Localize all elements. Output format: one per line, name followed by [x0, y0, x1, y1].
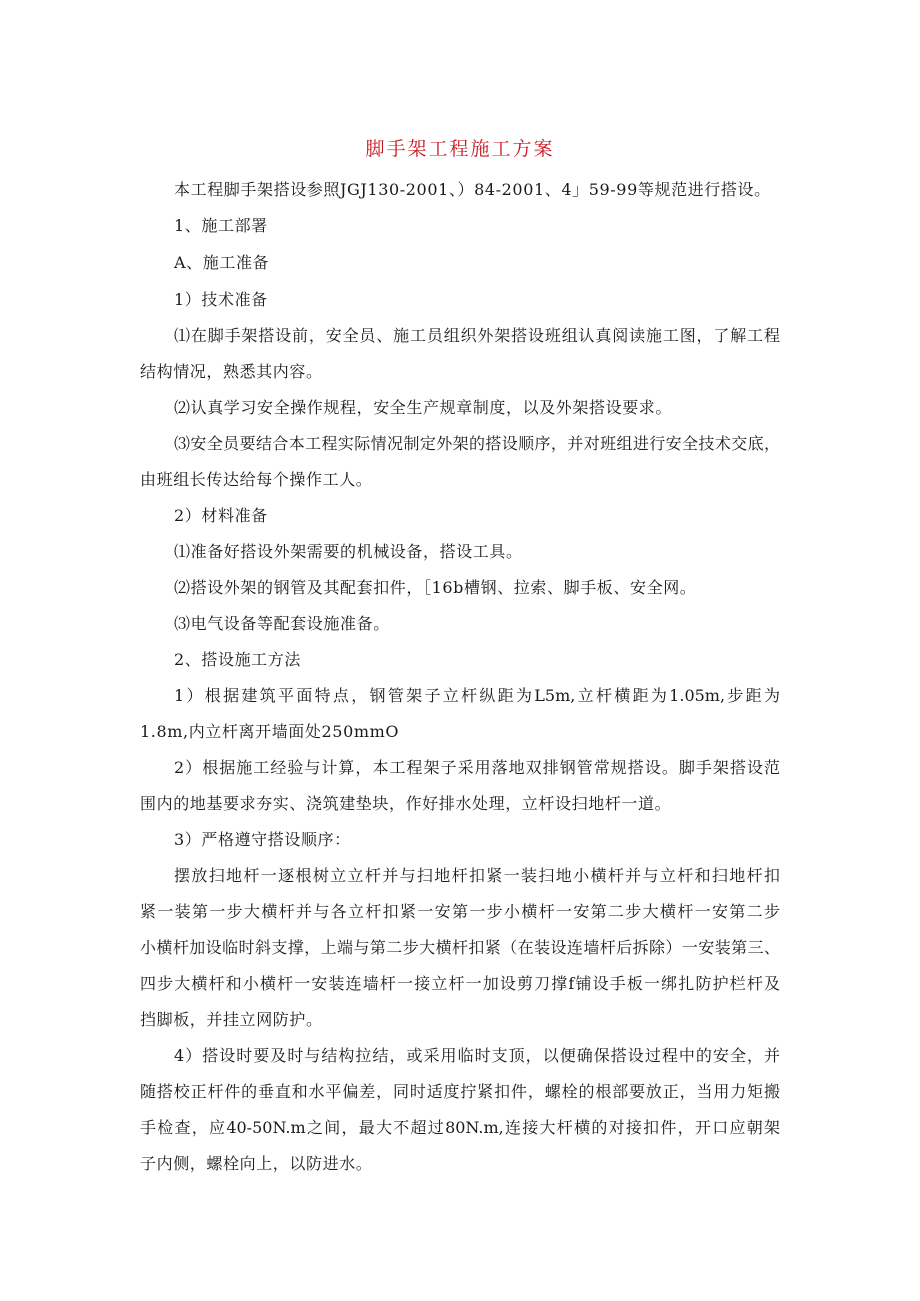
item-heading-materials: 2）材料准备: [174, 506, 268, 525]
paragraph-line: 小横杆加设临时斜支撑，上端与第二步大横杆扣紧（在装设连墙杆后拆除）一安装第三、: [140, 938, 780, 957]
paragraph-line: 1.8m,内立杆离开墙面处250mmO: [140, 722, 400, 741]
paragraph-line: 挡脚板，并挂立网防护。: [140, 1010, 323, 1029]
section-heading-1: 1、施工部署: [174, 216, 268, 235]
document-title: 脚手架工程施工方案: [365, 138, 555, 160]
paragraph-line: 紧一装第一步大横杆并与各立杆扣紧一安第一步小横杆一安第二步大横杆一安第二步: [140, 902, 780, 921]
subsection-heading-a: A、施工准备: [174, 253, 270, 272]
paragraph-line: 3）严格遵守搭设顺序：: [174, 830, 351, 849]
paragraph-line: ⑴在脚手架搭设前，安全员、施工员组织外架搭设班组认真阅读施工图，了解工程: [174, 326, 780, 345]
item-heading-technical: 1）技术准备: [174, 290, 268, 309]
paragraph-line: 围内的地基要求夯实、浇筑建垫块，作好排水处理，立杆设扫地杆一道。: [140, 794, 672, 813]
paragraph-line: 随搭校正杆件的垂直和水平偏差，同时适度拧紧扣件，螺栓的根部要放正，当用力矩搬: [140, 1082, 780, 1101]
paragraph-line: ⑶安全员要结合本工程实际情况制定外架的搭设顺序，并对班组进行安全技术交底，: [174, 434, 780, 453]
section-heading-2: 2、搭设施工方法: [174, 650, 301, 669]
paragraph-line: ⑵认真学习安全操作规程，安全生产规章制度，以及外架搭设要求。: [174, 398, 673, 417]
paragraph-line: 结构情况，熟悉其内容。: [140, 362, 323, 381]
paragraph-line: 1）根据建筑平面特点，钢管架子立杆纵距为L5m,立杆横距为1.05m,步距为: [174, 686, 780, 705]
paragraph-line: ⑵搭设外架的钢管及其配套扣件，［16b槽钢、拉索、脚手板、安全网。: [174, 578, 697, 597]
paragraph-line: 手检查，应40-50N.m之间，最大不超过80N.m,连接大杆横的对接扣件，开口应朝架: [140, 1118, 780, 1137]
paragraph-line: 四步大横杆和小横杆一安装连墙杆一接立杆一加设剪刀撑f铺设手板一绑扎防护栏杆及: [140, 974, 780, 993]
paragraph-line: 4）搭设时要及时与结构拉结，或采用临时支顶，以便确保搭设过程中的安全，并: [174, 1046, 780, 1065]
paragraph-line: 由班组长传达给每个操作工人。: [140, 470, 373, 489]
paragraph-line: 摆放扫地杆一逐根树立立杆并与扫地杆扣紧一装扫地小横杆并与立杆和扫地杆扣: [174, 866, 780, 885]
paragraph-line: ⑶电气设备等配套设施准备。: [174, 614, 390, 633]
paragraph-line: 2）根据施工经验与计算，本工程架子采用落地双排钢管常规搭设。脚手架搭设范: [174, 758, 780, 777]
paragraph-line: 子内侧，螺栓向上，以防进水。: [140, 1154, 373, 1173]
intro-paragraph: 本工程脚手架搭设参照JGJ130-2001、）84-2001、4」59-99等规范进行搭设。: [174, 180, 771, 199]
paragraph-line: ⑴准备好搭设外架需要的机械设备，搭设工具。: [174, 542, 523, 561]
